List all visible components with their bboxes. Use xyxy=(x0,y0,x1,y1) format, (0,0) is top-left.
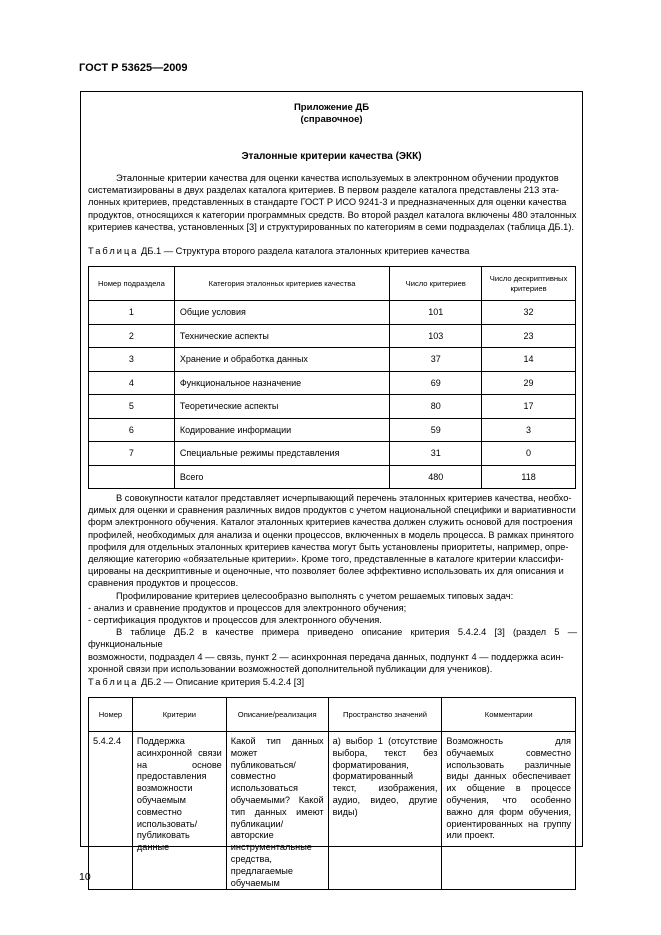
body-line: димых для оценки и сравнения различных видов продуктов с учетом национальной специфики и вариативности xyxy=(88,505,576,516)
table1-cell-criteria-count: 480 xyxy=(390,465,482,489)
body-line: профиля для отдельных эталонных критериев качества могут быть установлены приоритеты, например, опре- xyxy=(88,541,569,552)
table1-cell-number xyxy=(89,465,175,489)
appendix-subtitle: (справочное) xyxy=(300,114,363,125)
table-row xyxy=(89,301,576,325)
body-line: сравнения продуктов и процессов. xyxy=(88,578,239,589)
section-title: Эталонные критерии качества (ЭКК) xyxy=(241,151,422,162)
table2-header-criteria: Критерии xyxy=(132,698,226,732)
table-row xyxy=(89,395,576,419)
table-db1 xyxy=(88,266,576,489)
body-text xyxy=(88,492,577,675)
body-line: цированы на дескриптивные и оценочные, что позволяет более эффективно использовать их для описания и xyxy=(88,566,564,577)
table1-cell-criteria-count: 69 xyxy=(390,371,482,395)
body-line: профилей, необходимых для анализа и оценки процессов, включенных в модель процесса. В рамках принятого xyxy=(88,529,574,540)
intro-paragraph xyxy=(88,172,577,233)
table1-cell-number: 3 xyxy=(89,348,175,372)
table1-cell-number: 5 xyxy=(89,395,175,419)
table1-cell-descriptive-count: 14 xyxy=(482,348,576,372)
table-row xyxy=(89,371,576,395)
table-row xyxy=(89,465,576,489)
table1-caption-prefix: Таблица xyxy=(88,246,139,256)
table-row xyxy=(89,348,576,372)
table1-caption-text: ДБ.1 — Структура второго раздела каталога эталонных критериев качества xyxy=(141,246,470,256)
body-line: форм электронного обучения. Каталог эталонных критериев качества должен служить основой для построения xyxy=(88,517,573,528)
table2-caption xyxy=(88,677,304,687)
table1-cell-category: Всего xyxy=(174,465,389,489)
body-line: хронной связи при использовании возможностей дополнительной публикации для учеников). xyxy=(88,663,493,674)
table2-header-values: Пространство значений xyxy=(328,698,442,732)
table1-cell-descriptive-count: 29 xyxy=(482,371,576,395)
body-line: В таблице ДБ.2 в качестве примера приведено описание критерия 5.4.2.4 [3] (раздел 5 — функциональные xyxy=(88,627,577,650)
table1-cell-criteria-count: 31 xyxy=(390,442,482,466)
table1-cell-criteria-count: 103 xyxy=(390,324,482,348)
table2-header-comments: Комментарии xyxy=(442,698,576,732)
table2-cell-values: а) выбор 1 (отсутствие выбора, текст без форматирования, форматированный текст, изображения, аудио, видео, другие виды) xyxy=(328,732,442,890)
table1-cell-category: Специальные режимы представления xyxy=(174,442,389,466)
body-line: Профилирование критериев целесообразно выполнять с учетом решаемых типовых задач: xyxy=(116,590,514,601)
table2-caption-prefix: Таблица xyxy=(88,677,139,687)
table2-cell-description: Какой тип данных может публиковаться/совместно использоваться обучаемыми? Какой тип данных имеют публикации/авторские инструментальные средства, предлагаемые обучаемым xyxy=(226,732,328,890)
table1-cell-number: 1 xyxy=(89,301,175,325)
table1-header-row xyxy=(89,267,576,301)
table2-header-number: Номер xyxy=(89,698,133,732)
table1-header-criteria-count: Число критериев xyxy=(390,267,482,301)
table1-cell-criteria-count: 80 xyxy=(390,395,482,419)
intro-line: систематизированы в двух разделах каталога критериев. В первом разделе каталога представлены 213 эта- xyxy=(88,185,559,196)
table1-cell-criteria-count: 101 xyxy=(390,301,482,325)
table2-header-description: Описание/реализация xyxy=(226,698,328,732)
table1-cell-number: 7 xyxy=(89,442,175,466)
intro-line: лонных критериев, представленных в стандарте ГОСТ Р ИСО 9241-3 и предназначенных для оценки качества xyxy=(88,197,567,208)
table-db2 xyxy=(88,697,576,890)
table1-header-number: Номер подраздела xyxy=(89,267,175,301)
body-line: В совокупности каталог представляет исчерпывающий перечень эталонных критериев качества, необхо- xyxy=(116,493,572,503)
table1-cell-descriptive-count: 17 xyxy=(482,395,576,419)
body-line: деляющие категорию «обязательные критерии». Кроме того, представленные в каталоге критерии классифи- xyxy=(88,554,564,565)
table1-header-category: Категория эталонных критериев качества xyxy=(174,267,389,301)
document-header: ГОСТ Р 53625—2009 xyxy=(79,62,188,74)
body-line: - сертификация продуктов и процессов для электронного обучения. xyxy=(88,615,382,626)
table1-cell-criteria-count: 37 xyxy=(390,348,482,372)
table1-cell-criteria-count: 59 xyxy=(390,418,482,442)
table2-cell-comments: Возможность для обучаемых совместно использовать различные виды данных обеспечивает их общение в процессе обучения, что особенно важно для форм обучения, ориентированных на группу или проект. xyxy=(442,732,576,890)
table1-cell-category: Функциональное назначение xyxy=(174,371,389,395)
table-row xyxy=(89,418,576,442)
table1-cell-descriptive-count: 0 xyxy=(482,442,576,466)
table2-cell-number: 5.4.2.4 xyxy=(89,732,133,890)
table1-header-descriptive-count: Число дескриптивных критериев xyxy=(482,267,576,301)
table1-caption xyxy=(88,246,469,256)
table1-cell-category: Общие условия xyxy=(174,301,389,325)
table1-cell-descriptive-count: 23 xyxy=(482,324,576,348)
table-row xyxy=(89,324,576,348)
table1-cell-number: 2 xyxy=(89,324,175,348)
body-line: возможности, подраздел 4 — связь, пункт 2 — асинхронная передача данных, подпункт 4 — поддержка асин- xyxy=(88,651,564,662)
table1-cell-category: Технические аспекты xyxy=(174,324,389,348)
table-row xyxy=(89,732,576,890)
table1-cell-number: 6 xyxy=(89,418,175,442)
table-row xyxy=(89,442,576,466)
table2-header-row xyxy=(89,698,576,732)
appendix-title: Приложение ДБ xyxy=(293,102,370,113)
intro-line: Эталонные критерии качества для оценки качества используемых в электронном обучении продуктов xyxy=(116,173,559,183)
table1-cell-category: Кодирование информации xyxy=(174,418,389,442)
table1-cell-descriptive-count: 32 xyxy=(482,301,576,325)
body-line: - анализ и сравнение продуктов и процессов для электронного обучения; xyxy=(88,602,407,613)
table1-cell-category: Хранение и обработка данных xyxy=(174,348,389,372)
table1-cell-number: 4 xyxy=(89,371,175,395)
table1-cell-descriptive-count: 118 xyxy=(482,465,576,489)
table2-caption-text: ДБ.2 — Описание критерия 5.4.2.4 [3] xyxy=(141,677,305,687)
intro-line: продуктов, относящихся к категории программных средств. Во второй раздел каталога включены 480 эталонных xyxy=(88,209,577,220)
table2-cell-criteria: Поддержка асинхронной связи на основе предоставления возможности обучаемым совместно использовать/публиковать данные xyxy=(132,732,226,890)
table1-cell-descriptive-count: 3 xyxy=(482,418,576,442)
intro-line: критериев качества, установленных [3] и структурированных по категориям в семи подразделах (таблица ДБ.1). xyxy=(88,221,575,232)
table1-cell-category: Теоретические аспекты xyxy=(174,395,389,419)
page-number: 10 xyxy=(79,871,91,883)
